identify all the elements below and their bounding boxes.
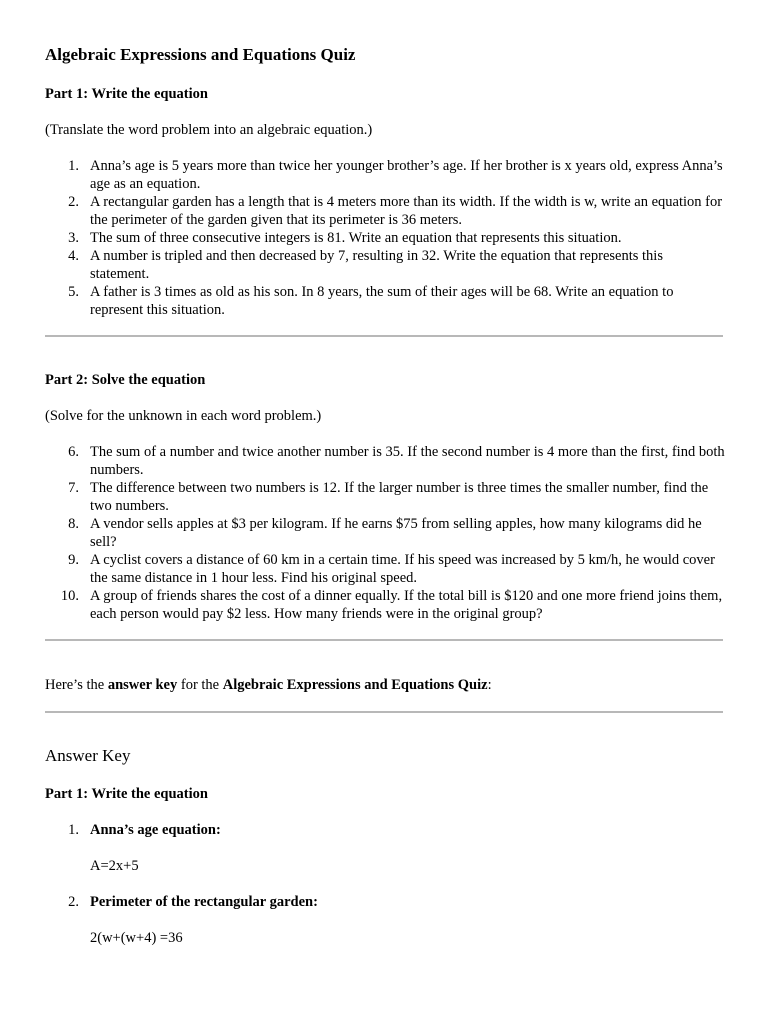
intro-answer-key-bold: answer key: [107, 677, 178, 693]
question-text: The sum of a number and twice another number is 35. If the second number is 4 more than the first, find both numbers.: [90, 444, 725, 478]
intro-quiz-title-bold: Algebraic Expressions and Equations Quiz: [222, 677, 488, 693]
question-item: [45, 247, 725, 283]
question-number: 8.: [68, 516, 79, 532]
part1-heading: Part 1: Write the equation: [45, 86, 208, 102]
part2-question-list: [45, 443, 725, 623]
intro-prefix: Here’s the: [45, 677, 108, 693]
question-number: 1.: [68, 158, 79, 174]
question-number: 2.: [68, 194, 79, 210]
question-item: [45, 587, 725, 623]
question-text: A number is tripled and then decreased by 7, resulting in 32. Write the equation that represents this statement.: [90, 248, 663, 282]
question-item: [45, 157, 725, 193]
question-item: [45, 283, 725, 319]
answer-key-part1-heading: Part 1: Write the equation: [45, 786, 208, 802]
answer-key-intro: [45, 676, 492, 694]
question-number: 5.: [68, 284, 79, 300]
section-divider: [45, 639, 723, 641]
part2-instruction: (Solve for the unknown in each word problem.): [45, 408, 322, 424]
answer-label: Perimeter of the rectangular garden:: [90, 894, 318, 910]
question-number: 10.: [60, 588, 79, 604]
section-divider: [45, 711, 723, 713]
question-item: [45, 551, 725, 587]
question-item: [45, 479, 725, 515]
answer-key-title: Answer Key: [45, 746, 131, 765]
part2-heading: Part 2: Solve the equation: [45, 372, 206, 388]
question-number: 7.: [68, 480, 79, 496]
answer-number: 2.: [68, 894, 79, 910]
page-title: Algebraic Expressions and Equations Quiz: [45, 45, 356, 64]
answer-equation: A=2x+5: [90, 858, 139, 874]
question-text: A cyclist covers a distance of 60 km in a certain time. If his speed was increased by 5 km/h, he would cover the same distance in 1 hour less. Find his original speed.: [90, 552, 715, 586]
part1-question-list: [45, 157, 725, 319]
question-text: The difference between two numbers is 12. If the larger number is three times the smaller number, find the two numbers.: [90, 480, 709, 514]
question-text: A group of friends shares the cost of a dinner equally. If the total bill is $120 and one more friend joins them, each person would pay $2 less. How many friends were in the original group?: [90, 588, 723, 622]
part1-instruction: (Translate the word problem into an algebraic equation.): [45, 122, 373, 138]
question-text: A father is 3 times as old as his son. In 8 years, the sum of their ages will be 68. Write an equation to represent this situation.: [90, 284, 674, 318]
question-item: [45, 193, 725, 229]
answer-number: 1.: [68, 822, 79, 838]
intro-middle: for the: [177, 677, 223, 693]
intro-suffix: :: [487, 677, 492, 693]
question-text: A vendor sells apples at $3 per kilogram. If he earns $75 from selling apples, how many kilograms did he sell?: [90, 516, 702, 550]
section-divider: [45, 335, 723, 337]
answer-label: Anna’s age equation:: [90, 822, 221, 838]
question-number: 4.: [68, 248, 79, 264]
question-text: A rectangular garden has a length that is 4 meters more than its width. If the width is w, write an equation for the perimeter of the garden given that its perimeter is 36 meters.: [90, 194, 723, 228]
question-number: 9.: [68, 552, 79, 568]
question-item: [45, 443, 725, 479]
answer-equation: 2(w+(w+4) =36: [90, 930, 183, 946]
question-number: 6.: [68, 444, 79, 460]
question-text: Anna’s age is 5 years more than twice her younger brother’s age. If her brother is x years old, express Anna’s age as an equation.: [90, 158, 723, 192]
question-text: The sum of three consecutive integers is 81. Write an equation that represents this situation.: [90, 230, 622, 246]
question-item: [45, 229, 725, 247]
question-number: 3.: [68, 230, 79, 246]
question-item: [45, 515, 725, 551]
